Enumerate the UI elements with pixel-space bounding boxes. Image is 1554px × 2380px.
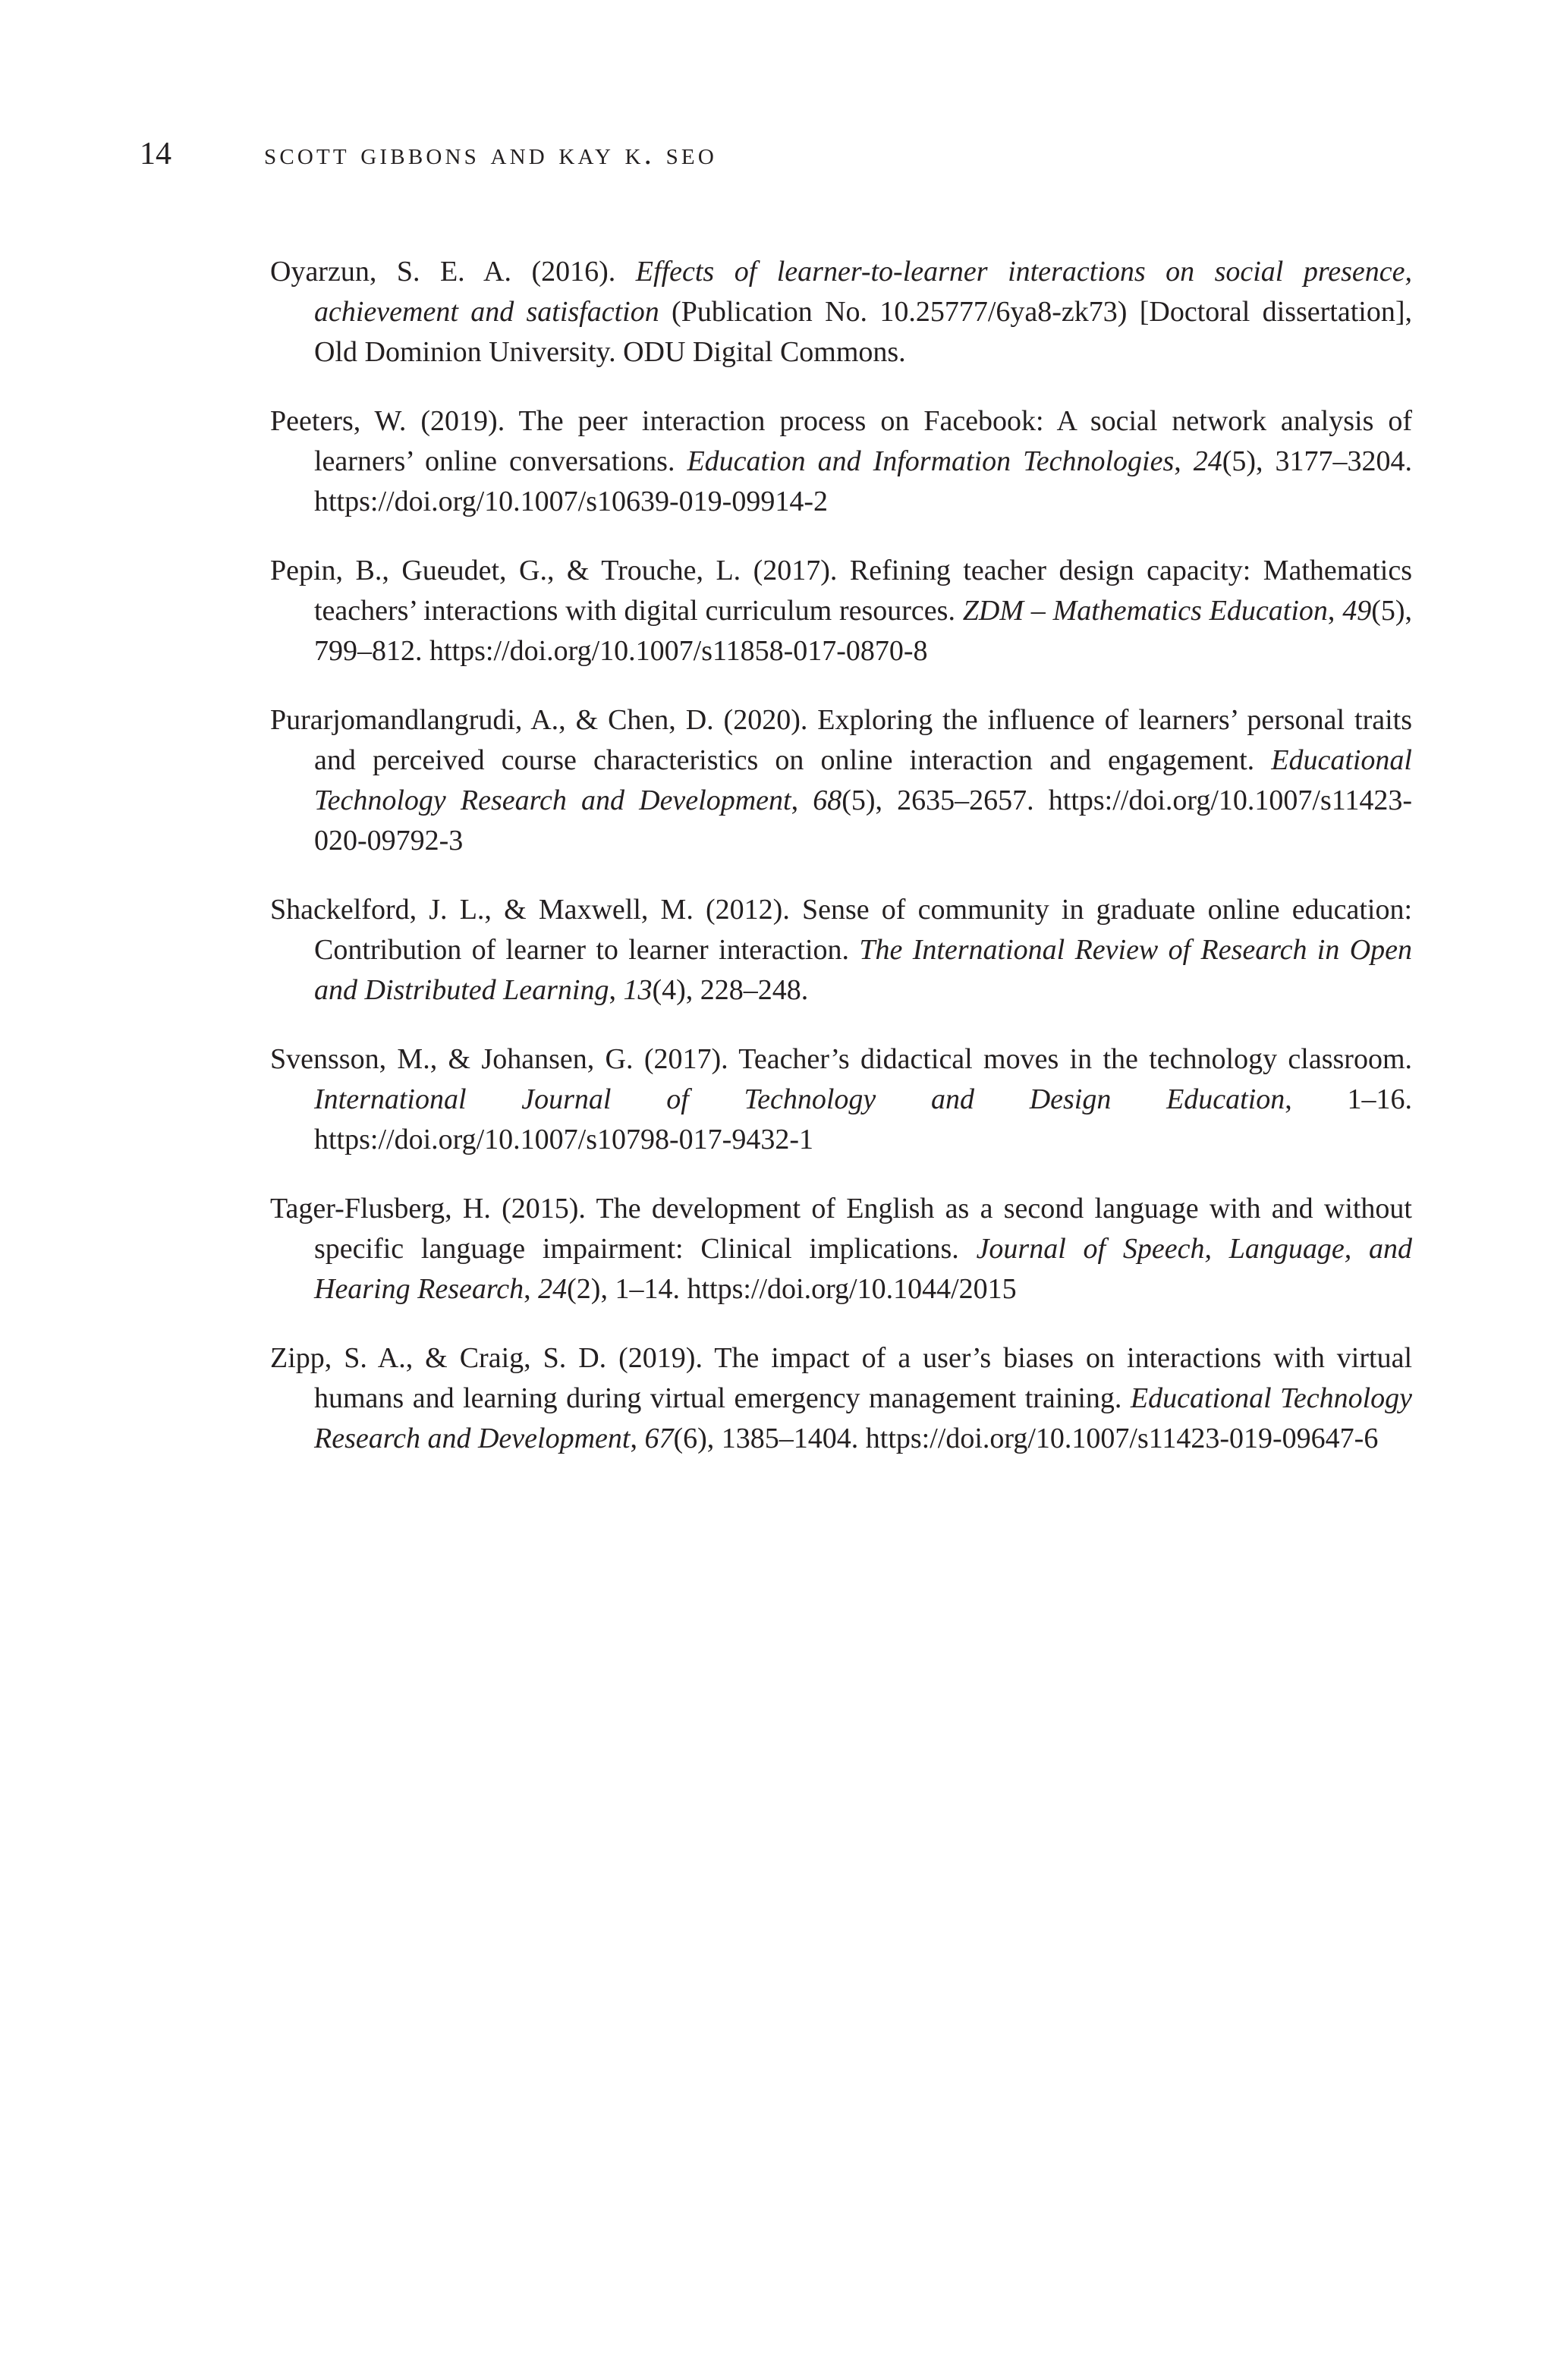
running-header <box>140 130 717 176</box>
reference-authors-title: Shackelford, J. L., & Maxwell, M. (2012). Sense of community in graduate online education: Contribution of learner to learner interaction. <box>270 894 1412 966</box>
reference-volume: 24 <box>1193 445 1222 477</box>
reference-details: (4), 228–248. <box>652 974 809 1006</box>
reference-details: (5), 3177–3204. https://doi.org/10.1007/s10639-019-09914-2 <box>314 445 1413 517</box>
reference-separator: , <box>1327 595 1343 627</box>
reference-entry <box>270 252 1412 373</box>
reference-authors-title: Tager-Flusberg, H. (2015). The development of English as a second language with and without specific language impairment: Clinical implications. <box>270 1193 1412 1265</box>
reference-volume: 49 <box>1342 595 1372 627</box>
reference-authors-title: Purarjomandlangrudi, A., & Chen, D. (2020). Exploring the influence of learners’ personal traits and perceived course characteristics on online interaction and engagement. <box>270 704 1412 776</box>
reference-details: (5), 2635–2657. https://doi.org/10.1007/s11423-020-09792-3 <box>314 784 1413 857</box>
reference-separator: , <box>524 1273 539 1305</box>
reference-authors-date: Oyarzun, S. E. A. (2016). <box>270 256 636 288</box>
reference-details: (2), 1–14. https://doi.org/10.1044/2015 <box>567 1273 1017 1305</box>
reference-journal: ZDM – Mathematics Education <box>962 595 1328 627</box>
reference-separator: , <box>791 784 813 816</box>
reference-journal: Journal of Speech, Language, and Hearing Research <box>314 1233 1412 1305</box>
page-number: 14 <box>140 137 171 171</box>
reference-volume: 67 <box>644 1423 674 1454</box>
reference-entry <box>270 890 1412 1011</box>
reference-separator: , <box>609 974 624 1006</box>
reference-journal: The International Review of Research in Open and Distributed Learning <box>314 934 1413 1006</box>
reference-list <box>270 223 1412 1459</box>
reference-details: (5), 799–812. https://doi.org/10.1007/s11858-017-0870-8 <box>314 595 1413 667</box>
reference-journal: Education and Information Technologies <box>687 445 1175 477</box>
reference-title: Effects of learner-to-learner interactions on social presence, achievement and satisfaction <box>314 256 1412 328</box>
reference-journal: International Journal of Technology and Design Education <box>314 1083 1285 1115</box>
header-authors: scott gibbons and kay k. seo <box>264 136 717 171</box>
reference-details: (Publication No. 10.25777/6ya8-zk73) [Doctoral dissertation], Old Dominion University. ODU Digital Commons. <box>314 296 1412 368</box>
reference-journal: Educational Technology Research and Development <box>314 1382 1412 1454</box>
reference-entry <box>270 1338 1412 1459</box>
reference-volume: 24 <box>538 1273 568 1305</box>
reference-details: (6), 1385–1404. https://doi.org/10.1007/s11423-019-09647-6 <box>673 1423 1379 1454</box>
reference-entry <box>270 700 1412 861</box>
reference-entry <box>270 551 1412 671</box>
reference-authors-title: Pepin, B., Gueudet, G., & Trouche, L. (2017). Refining teacher design capacity: Mathematics teachers’ interactions with digital curriculum resources. <box>270 555 1412 627</box>
reference-authors-title: Zipp, S. A., & Craig, S. D. (2019). The impact of a user’s biases on interactions with virtual humans and learning during virtual emergency management training. <box>270 1342 1412 1414</box>
reference-authors-title: Peeters, W. (2019). The peer interaction process on Facebook: A social network analysis of learners’ online conversations. <box>270 405 1412 477</box>
reference-details: , 1–16. https://doi.org/10.1007/s10798-017-9432-1 <box>314 1083 1412 1155</box>
reference-volume: 13 <box>623 974 653 1006</box>
reference-entry <box>270 1189 1412 1309</box>
reference-separator: , <box>630 1423 645 1454</box>
reference-entry <box>270 1039 1412 1160</box>
reference-separator: , <box>1174 445 1194 477</box>
reference-authors-title: Svensson, M., & Johansen, G. (2017). Teacher’s didactical moves in the technology classroom. <box>270 1043 1412 1075</box>
reference-journal: Educational Technology Research and Development <box>314 744 1412 816</box>
reference-entry <box>270 401 1412 522</box>
reference-volume: 68 <box>813 784 842 816</box>
